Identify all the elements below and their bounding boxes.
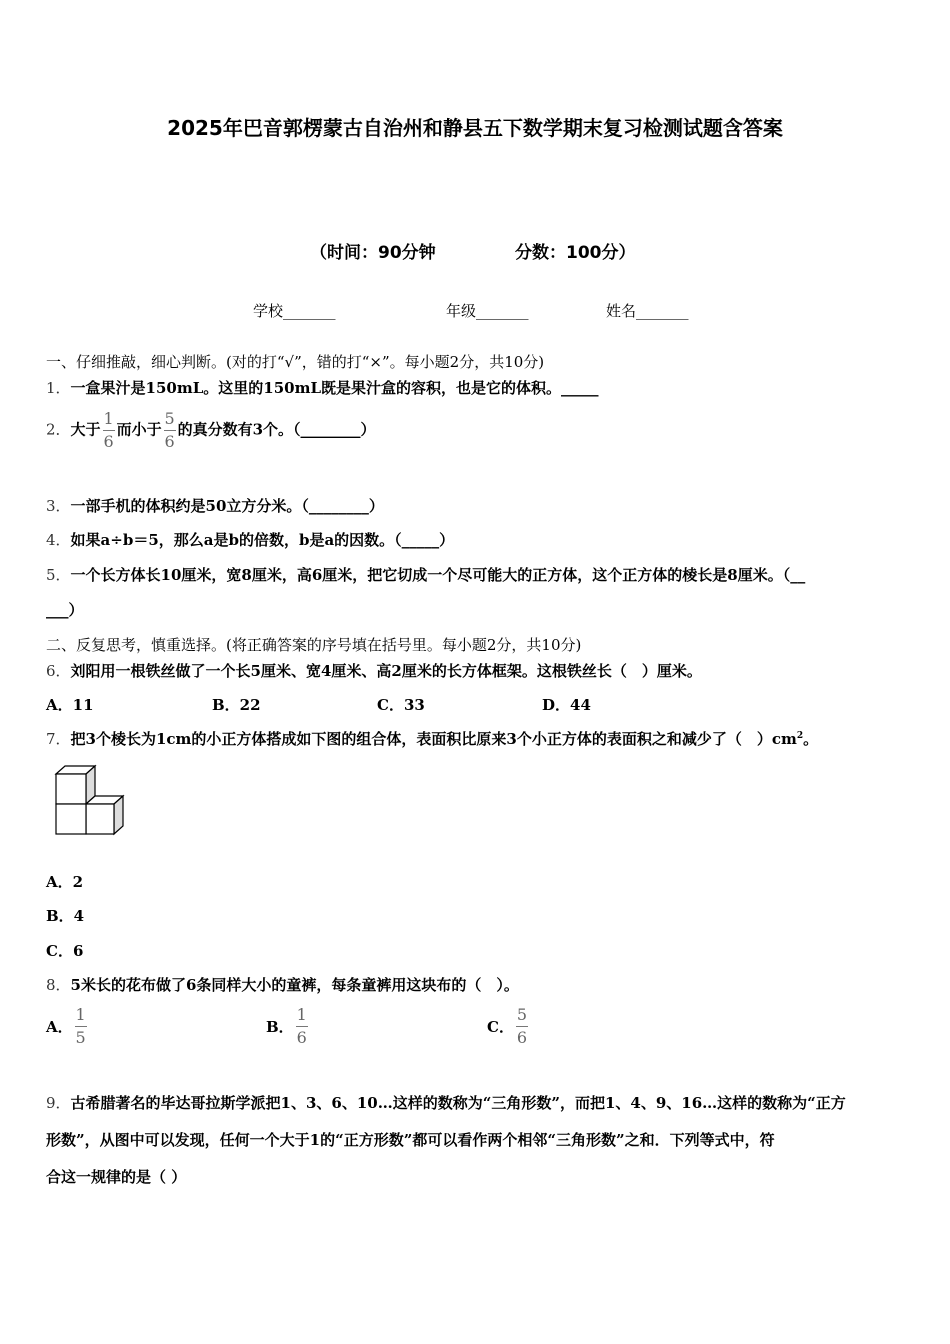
question-number: 6． [46, 662, 71, 680]
question-text: 5米长的花布做了6条同样大小的童裤，每条童裤用这块布的（ ）。 [70, 976, 519, 994]
question-5 [46, 564, 805, 585]
option-d[interactable]: D．44 [542, 696, 591, 714]
option-a[interactable]: A．11 [46, 696, 94, 714]
fraction-1-5: $\frac{1}{5}$ [75, 1005, 86, 1047]
fraction-5-6: $\frac{5}{6}$ [516, 1005, 528, 1047]
question-number: 3． [46, 497, 71, 515]
question-9-line3: 合这一规律的是（ ） [46, 1168, 187, 1186]
exam-time: （时间：90分钟 [310, 243, 436, 263]
question-text: 一盒果汁是150mL。这里的150mL既是果汁盒的容积，也是它的体积。_____ [70, 379, 599, 397]
option-b[interactable]: B． $\frac{1}{6}$ [266, 1005, 307, 1047]
option-a[interactable]: A． $\frac{1}{5}$ [46, 1005, 86, 1047]
fraction-5-6: $\frac{5}{6}$ [164, 409, 175, 451]
question-2: 2．大于 $\frac{1}{6}$ 而小于 $\frac{5}{6}$ 的真分数有3个。（________） [46, 409, 376, 451]
question-3 [46, 495, 384, 516]
school-field: 学校_______ [253, 302, 336, 320]
exam-score: 分数：100分） [515, 243, 636, 263]
cube-figure [50, 762, 130, 840]
question-number: 1． [46, 379, 71, 397]
question-4 [46, 529, 454, 550]
question-number: 7． [46, 730, 71, 748]
question-number: 5． [46, 566, 71, 584]
cube-front-face [56, 804, 86, 834]
question-9 [46, 1092, 846, 1113]
question-1 [46, 377, 599, 398]
cube-front-face [86, 804, 114, 834]
question-9-line2: 形数”，从图中可以发现，任何一个大于1的“正方形数”都可以看作两个相邻“三角形数”之和．下列等式中，符 [46, 1131, 775, 1149]
option-a[interactable]: A．2 [46, 873, 84, 891]
question-text: 如果a÷b＝5，那么a是b的倍数，b是a的因数。（_____） [70, 531, 455, 549]
option-b[interactable]: B．22 [212, 696, 261, 714]
question-5-cont: ___） [46, 601, 84, 619]
page-title: 2025年巴音郭楞蒙古自治州和静县五下数学期末复习检测试题含答案 [167, 116, 783, 140]
question-6 [46, 660, 702, 681]
question-8 [46, 974, 519, 995]
grade-field: 年级_______ [446, 302, 529, 320]
question-text: 一个长方体长10厘米，宽8厘米，高6厘米，把它切成一个尽可能大的正方体，这个正方体的棱长是8厘米。（__ [70, 566, 806, 584]
question-7: 7．把3个棱长为1cm的小正方体搭成如下图的组合体，表面积比原来3个小正方体的表面积之和减少了（ ）$cm^2$。 [46, 730, 819, 748]
name-field: 姓名_______ [606, 302, 689, 320]
question-text: 刘阳用一根铁丝做了一个长5厘米、宽4厘米、高2厘米的长方体框架。这根铁丝长（ ）厘米。 [70, 662, 702, 680]
question-number: 8． [46, 976, 71, 994]
question-number: 9． [46, 1094, 71, 1112]
question-text: 把3个棱长为1cm的小正方体搭成如下图的组合体，表面积比原来3个小正方体的表面积之和减少了（ ）cm [70, 730, 797, 748]
section1-header: 一、仔细推敲，细心判断。(对的打“√”，错的打“×”。每小题2分，共10分) [46, 353, 545, 371]
option-c[interactable]: C．33 [377, 696, 425, 714]
option-c[interactable]: C．6 [46, 942, 84, 960]
option-c[interactable]: C． $\frac{5}{6}$ [487, 1005, 528, 1047]
cube-front-face [56, 774, 86, 804]
question-number: 4． [46, 531, 71, 549]
fraction-1-6: $\frac{1}{6}$ [103, 409, 114, 451]
section2-header: 二、反复思考，慎重选择。(将正确答案的序号填在括号里。每小题2分，共10分) [46, 636, 582, 654]
question-number: 2． [46, 420, 71, 439]
fraction-1-6: $\frac{1}{6}$ [296, 1005, 307, 1047]
option-b[interactable]: B．4 [46, 907, 85, 925]
question-text: 一部手机的体积约是50立方分米。（________） [70, 497, 384, 515]
question-text-line1: 古希腊著名的毕达哥拉斯学派把1、3、6、10…这样的数称为“三角形数”，而把1、4、9、16…这样的数称为“正方 [70, 1094, 846, 1112]
